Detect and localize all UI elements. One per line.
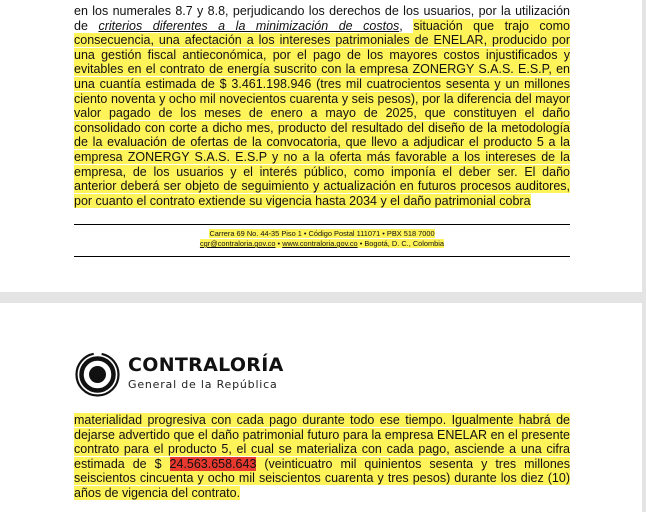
body-paragraph-page-2 <box>74 413 570 501</box>
footer-bottom-rule <box>74 256 570 257</box>
criteria-comma: , <box>399 18 403 33</box>
intro-line: en los numerales 8.7 y 8.8, perjudicando los derechos de los usuarios, por la utilización <box>74 4 570 18</box>
criteria-prefix: de <box>74 18 99 33</box>
criteria-phrase: criterios diferentes a la minimización de costos <box>98 18 400 33</box>
page-separator <box>0 292 646 303</box>
page-footer <box>74 229 570 249</box>
viewer-edge <box>642 0 646 512</box>
footer-top-rule <box>74 224 570 225</box>
logo-subtitle: General de la República <box>128 378 278 391</box>
highlighted-finding-text: situación que trajo como consecuencia, una afectación a los intereses patrimoniales de ENELAR, producido por una gestión fiscal antieconómica, por el pago de los mayores costos injustificados y evitables en el contrato de energía suscrito con la empresa ZONERGY S.A.S. E.S.P, en una cuantía estimada de $ 3.461.198.946 (tres mil cuatrocientos sesenta y un millones ciento noventa y ocho mil novecientos cuarenta y seis pesos), por la diferencia del mayor valor pagado de los meses de enero a mayo de 2025, que constituyen el daño consolidado con corte a dicho mes, producto del resultado del diseño de la metodología de la evaluación de ofertas de la convocatoria, que llevo a adjudicar el producto 5 a la empresa ZONERGY S.A.S. E.S.P y no a la oferta más favorable a los intereses de la empresa, de los usuarios y el interés público, como imponía el deber ser. El daño anterior deberá ser objeto de seguimiento y actualización en futuros procesos auditores, por cuanto el contrato extiende su vigencia hasta 2034 y el daño patrimonial cobra <box>74 18 570 208</box>
body-paragraph-page-1 <box>74 4 570 208</box>
contraloria-logo <box>75 352 295 398</box>
logo-title: CONTRALORÍA <box>128 354 284 376</box>
highlighted-closing-text: (veinticuatro mil quinientos sesenta y tres millones seiscientos cincuenta y ocho mil seiscientos cuarenta y tres pesos) durante los diez (10) años de vigencia del contrato. <box>74 456 570 500</box>
footer-separator: • <box>275 239 283 248</box>
footer-website-link[interactable]: www.contraloria.gov.co <box>282 239 358 248</box>
footer-email-link[interactable]: cgr@contraloria.gov.co <box>199 239 276 248</box>
footer-city: • Bogotá, D. C., Colombia <box>357 239 445 248</box>
highlighted-continuation-text: materialidad progresiva con cada pago durante todo ese tiempo. Igualmente habrá de dejarse advertido que el daño patrimonial futuro para la empresa ENELAR en el presente contrato para el producto 5, el cual se materializa con cada pago, asciende a una cifra estimada de $ <box>74 413 570 471</box>
contraloria-ring-logo-icon <box>75 352 120 397</box>
future-damage-amount: 24.563.658.643 <box>169 456 257 471</box>
footer-address: Carrera 69 No. 44-35 Piso 1 • Código Postal 111071 • PBX 518 7000 <box>209 229 435 238</box>
